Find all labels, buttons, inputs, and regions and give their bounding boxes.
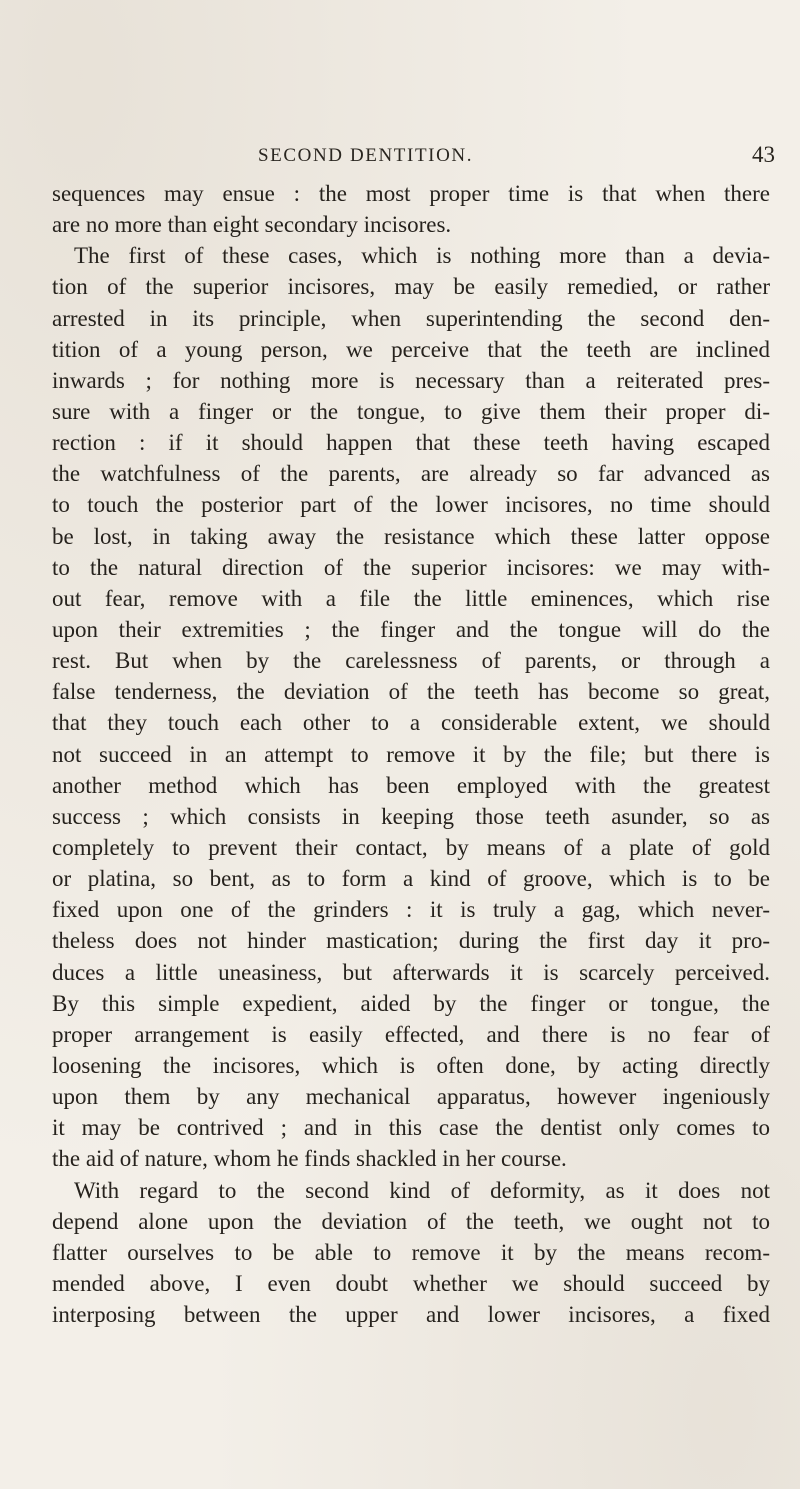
text-line: With regard to the second kind of deformity, as it does not [74, 1177, 770, 1203]
text-line: completely to prevent their contact, by means of a plate of gold [52, 834, 770, 860]
text-line: upon them by any mechanical apparatus, however ingeniously [52, 1084, 770, 1110]
text-line: theless does not hinder mastication; during the first day it pro- [52, 928, 770, 954]
text-line: tition of a young person, we perceive that the teeth are inclined [52, 336, 770, 362]
text-line: upon their extremities ; the finger and the tongue will do the [52, 616, 770, 642]
text-line: loosening the incisores, which is often done, by acting directly [52, 1052, 770, 1078]
text-line: flatter ourselves to be able to remove it by the means recom- [52, 1239, 770, 1265]
page-header [0, 142, 800, 175]
text-line: depend alone upon the deviation of the teeth, we ought not to [52, 1208, 770, 1234]
text-line: proper arrangement is easily effected, and there is no fear of [52, 1021, 770, 1047]
text-line: are no more than eight secondary incisores. [52, 212, 452, 238]
running-head: SECOND DENTITION. [258, 145, 474, 166]
text-line: arrested in its principle, when superintending the second den- [52, 305, 770, 331]
text-line: to the natural direction of the superior incisores: we may with- [52, 554, 770, 580]
page-number: 43 [752, 142, 775, 167]
text-line: rection : if it should happen that these teeth having escaped [52, 430, 770, 456]
text-line: interposing between the upper and lower incisores, a fixed [52, 1302, 770, 1328]
text-line: The first of these cases, which is nothing more than a devia- [74, 243, 770, 269]
text-line: rest. But when by the carelessness of parents, or through a [52, 648, 770, 674]
text-line: duces a little uneasiness, but afterwards it is scarcely perceived. [52, 959, 770, 985]
text-line: that they touch each other to a considerable extent, we should [52, 710, 770, 736]
text-line: mended above, I even doubt whether we should succeed by [52, 1270, 770, 1296]
text-line: the aid of nature, whom he finds shackled in her course. [52, 1146, 567, 1172]
text-line: not succeed in an attempt to remove it by the file; but there is [52, 741, 770, 767]
text-line: it may be contrived ; and in this case the dentist only comes to [52, 1115, 770, 1141]
body-text [52, 178, 770, 1328]
text-line: inwards ; for nothing more is necessary than a reiterated pres- [52, 367, 770, 393]
text-line: success ; which consists in keeping those teeth asunder, so as [52, 803, 770, 829]
text-line: another method which has been employed with the greatest [52, 772, 770, 798]
text-line: out fear, remove with a file the little eminences, which rise [52, 585, 770, 611]
text-line: or platina, so bent, as to form a kind of groove, which is to be [52, 866, 770, 892]
text-line: be lost, in taking away the resistance which these latter oppose [52, 523, 770, 549]
text-line: the watchfulness of the parents, are already so far advanced as [52, 461, 770, 487]
text-line: sequences may ensue : the most proper time is that when there [52, 181, 770, 206]
text-line: to touch the posterior part of the lower incisores, no time should [52, 492, 770, 518]
text-line: false tenderness, the deviation of the teeth has become so great, [52, 679, 770, 705]
text-line: sure with a finger or the tongue, to give them their proper di- [52, 398, 770, 424]
text-line: By this simple expedient, aided by the finger or tongue, the [52, 990, 770, 1016]
text-line: tion of the superior incisores, may be easily remedied, or rather [52, 274, 770, 300]
text-line: fixed upon one of the grinders : it is truly a gag, which never- [52, 897, 770, 923]
